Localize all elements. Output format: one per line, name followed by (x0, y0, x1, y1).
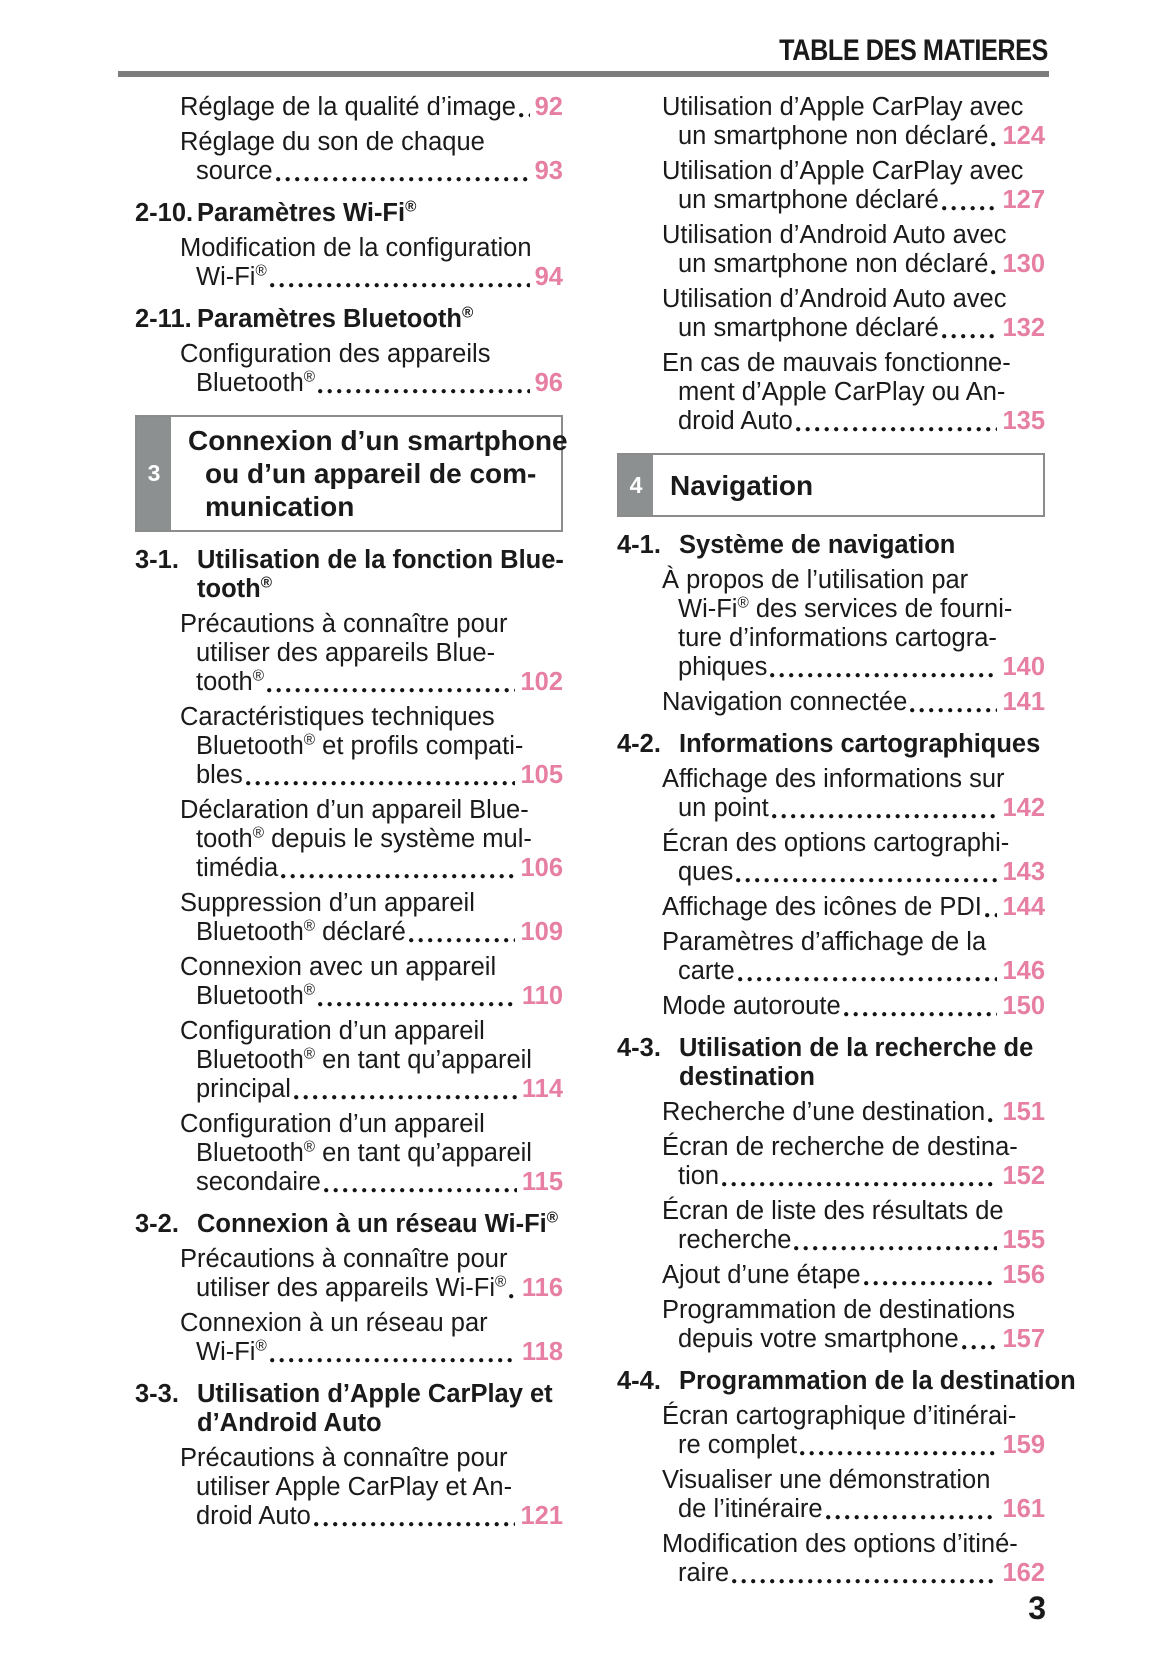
toc-entry-line (180, 761, 563, 790)
toc-entry-line: Utilisation d’Apple CarPlay avec (662, 157, 1024, 185)
toc-entry-text: timédia (196, 854, 279, 882)
toc-entry-page-number: 146 (1002, 957, 1045, 985)
toc-section-header (617, 1367, 1076, 1396)
registered-trademark-symbol: ® (303, 917, 316, 935)
registered-trademark-symbol: ® (303, 981, 316, 999)
toc-entry (135, 93, 563, 122)
chapter-title (656, 455, 1043, 515)
toc-entry (135, 1245, 563, 1303)
toc-entry-line: Configuration d’un appareil (180, 1017, 485, 1045)
toc-entry (617, 349, 1045, 436)
toc-entry-line: Configuration d’un appareil (180, 1110, 485, 1138)
toc-entry-text: un smartphone non déclaré (678, 250, 989, 278)
registered-trademark-symbol: ® (252, 667, 264, 685)
toc-entry-page-number: 159 (1002, 1431, 1045, 1459)
toc-entry-line (180, 157, 563, 186)
toc-entry-line: Modification de la configuration (180, 234, 532, 262)
section-title (197, 199, 563, 228)
section-title (679, 531, 1045, 560)
toc-entry-line: Bluetooth® en tant qu’appareil (196, 1045, 532, 1074)
registered-trademark-symbol: ® (546, 1209, 559, 1227)
toc-entry-text: carte (678, 957, 735, 985)
toc-entry-line: Affichage des informations sur (662, 765, 1005, 793)
toc-entry (135, 1444, 563, 1531)
toc-entry-line (180, 1075, 563, 1104)
toc-entry (135, 1017, 563, 1104)
toc-entry (617, 992, 1045, 1021)
toc-entry-line (662, 122, 1045, 151)
section-title (679, 1367, 1076, 1396)
toc-entry-page-number: 115 (521, 1168, 563, 1196)
section-number: 4-4. (617, 1367, 661, 1395)
toc-entry-text: un smartphone déclaré (678, 186, 939, 214)
section-title-line: tooth® (197, 574, 272, 603)
toc-entry-page-number: 132 (1002, 314, 1045, 342)
toc-entry-text: un point (678, 794, 769, 822)
toc-entry-line: Utilisation d’Android Auto avec (662, 221, 1007, 249)
toc-entry-text: un smartphone déclaré (678, 314, 939, 342)
toc-entry (617, 1261, 1045, 1290)
toc-entry-page-number: 116 (521, 1274, 563, 1302)
toc-entry-text: bles (196, 761, 243, 789)
dot-leader (959, 1325, 1003, 1354)
toc-entry-line (662, 653, 1045, 682)
toc-entry-text: ques (678, 858, 734, 886)
toc-entry-text: source (196, 157, 273, 185)
toc-entry-line: Écran cartographique d’itinérai- (662, 1402, 1017, 1430)
dot-leader (733, 858, 1002, 887)
toc-entry-page-number: 157 (1002, 1325, 1045, 1353)
toc-section-header (617, 730, 1045, 759)
toc-entry (135, 1309, 563, 1367)
toc-entry-line: Écran de recherche de destina- (662, 1133, 1018, 1161)
toc-entry-line: ment d’Apple CarPlay ou An- (678, 378, 1006, 406)
toc-entry-page-number: 143 (1002, 858, 1045, 886)
dot-leader (291, 1075, 522, 1104)
dot-leader (267, 263, 535, 292)
toc-entry-text: un smartphone non déclaré (678, 122, 989, 150)
toc-entry-text: Bluetooth® déclaré (196, 917, 406, 946)
toc-entry-line (180, 1338, 563, 1367)
dot-leader (278, 854, 520, 883)
toc-entry-text: principal (196, 1075, 291, 1103)
toc-entry-line: Précautions à connaître pour (180, 1444, 508, 1472)
toc-entry (617, 157, 1045, 215)
section-title-line: Utilisation de la recherche de (679, 1034, 1034, 1062)
toc-right-column (617, 93, 1076, 1594)
toc-entry-line (180, 854, 563, 883)
toc-entry-text: Recherche d’une destination (662, 1098, 986, 1126)
section-title (197, 546, 564, 604)
toc-section-header (135, 1380, 563, 1438)
toc-entry (135, 889, 563, 947)
section-number: 4-2. (617, 730, 661, 758)
dot-leader (315, 369, 535, 398)
toc-entry-page-number: 140 (1002, 653, 1045, 681)
toc-entry-text: Wi-Fi® (196, 262, 267, 291)
section-title-line: Utilisation d’Apple CarPlay et (197, 1380, 553, 1408)
toc-entry (617, 1133, 1045, 1191)
toc-entry-line: Modification des options d’itiné- (662, 1530, 1018, 1558)
toc-section-header (135, 546, 563, 604)
toc-entry-text: raire (678, 1559, 730, 1587)
toc-entry-line (662, 858, 1045, 887)
toc-entry-line: Bluetooth® et profils compati- (196, 731, 524, 760)
dot-leader (939, 314, 1003, 343)
toc-entry-page-number: 110 (521, 982, 563, 1010)
toc-entry-line: Wi-Fi® des services de fourni- (678, 594, 1013, 623)
dot-leader (797, 1431, 1002, 1460)
toc-entry-page-number: 156 (1002, 1261, 1045, 1289)
toc-entry-text: Navigation connectée (662, 688, 908, 716)
toc-entry-page-number: 124 (1002, 122, 1045, 150)
toc-entry-page-number: 118 (521, 1338, 563, 1366)
registered-trademark-symbol: ® (260, 574, 272, 592)
toc-entry-line (180, 93, 563, 122)
toc-entry-line: Précautions à connaître pour (180, 610, 508, 638)
toc-entry-line: Caractéristiques techniques (180, 703, 495, 731)
toc-entry-line (662, 957, 1045, 986)
toc-entry-line (662, 1226, 1045, 1255)
dot-leader (729, 1559, 1002, 1588)
toc-entry-line (662, 1098, 1045, 1127)
toc-entry-page-number: 130 (1002, 250, 1045, 278)
registered-trademark-symbol: ® (255, 1337, 267, 1355)
dot-leader (516, 93, 535, 122)
toc-entry (617, 1402, 1045, 1460)
toc-entry-page-number: 93 (534, 157, 563, 185)
toc-entry-line: Utilisation d’Android Auto avec (662, 285, 1007, 313)
toc-entry-line (662, 250, 1045, 279)
toc-entry-page-number: 92 (534, 93, 563, 121)
toc-left-column (135, 93, 568, 1594)
toc-entry-text: droid Auto (196, 1502, 311, 1530)
dot-leader (719, 1162, 1002, 1191)
toc-entry-line (662, 186, 1045, 215)
toc-entry-text: Réglage de la qualité d’image (180, 93, 516, 121)
section-title-line: d’Android Auto (197, 1409, 382, 1437)
toc-section-header (617, 531, 1045, 560)
chapter-title-line: ou d’un appareil de com- (205, 458, 537, 489)
section-title (679, 730, 1045, 759)
toc-entry-line: À propos de l’utilisation par (662, 566, 969, 594)
toc-entry-line: Visualiser une démonstration (662, 1466, 991, 1494)
registered-trademark-symbol: ® (303, 1045, 316, 1063)
toc-entry-line (180, 982, 563, 1011)
toc-entry-page-number: 152 (1002, 1162, 1045, 1190)
toc-entry-text: re complet (678, 1431, 798, 1459)
dot-leader (988, 250, 1002, 279)
dot-leader (273, 157, 535, 186)
toc-entry-page-number: 106 (520, 854, 563, 882)
toc-entry (617, 221, 1045, 279)
section-title (197, 1210, 563, 1239)
chapter-title (174, 417, 572, 530)
registered-trademark-symbol: ® (303, 1138, 316, 1156)
toc-chapter-box (617, 453, 1045, 517)
toc-entry (135, 234, 563, 292)
toc-entry (617, 566, 1045, 682)
toc-section-header (135, 1210, 563, 1239)
toc-entry-line (180, 918, 563, 947)
chapter-title-line: munication (205, 491, 355, 522)
section-number: 3-3. (135, 1380, 179, 1408)
toc-entry (617, 829, 1045, 887)
toc-entry-line: Précautions à connaître pour (180, 1245, 508, 1273)
toc-entry-page-number: 94 (534, 263, 563, 291)
toc-entry-line: En cas de mauvais fonctionne- (662, 349, 1011, 377)
toc-entry-line: Connexion avec un appareil (180, 953, 497, 981)
toc-entry-text: tion (678, 1162, 720, 1190)
toc-entry-line (662, 407, 1045, 436)
toc-section-header (617, 1034, 1045, 1092)
dot-leader (791, 1226, 1002, 1255)
registered-trademark-symbol: ® (495, 1273, 507, 1291)
section-number: 4-3. (617, 1034, 661, 1062)
toc-entry-page-number: 114 (521, 1075, 563, 1103)
section-title (197, 305, 563, 334)
toc-entry (617, 928, 1045, 986)
chapter-number-tab: 3 (137, 417, 174, 530)
toc-entry-page-number: 96 (534, 369, 563, 397)
registered-trademark-symbol: ® (462, 304, 474, 322)
section-title-line: Utilisation de la fonction Blue- (197, 546, 564, 574)
toc-entry-line: ture d’informations cartogra- (678, 624, 997, 652)
toc-entry-page-number: 161 (1002, 1495, 1045, 1523)
dot-leader (406, 918, 521, 947)
dot-leader (735, 957, 1003, 986)
section-number: 3-2. (135, 1210, 179, 1238)
header-divider-rule (118, 71, 1049, 77)
toc-entry-line (662, 1431, 1045, 1460)
toc-columns (135, 93, 1076, 1594)
toc-entry-text: secondaire (196, 1168, 321, 1196)
dot-leader (841, 992, 1003, 1021)
toc-entry (617, 1466, 1045, 1524)
dot-leader (267, 1338, 522, 1367)
toc-entry-text: Bluetooth® (196, 368, 316, 397)
toc-entry (617, 1098, 1045, 1127)
dot-leader (793, 407, 1003, 436)
registered-trademark-symbol: ® (303, 368, 316, 386)
toc-entry-line: Écran des options cartographi- (662, 829, 1010, 857)
dot-leader (243, 761, 521, 790)
toc-entry-page-number: 155 (1002, 1226, 1045, 1254)
dot-leader (823, 1495, 1003, 1524)
toc-chapter-box (135, 415, 568, 532)
toc-entry (617, 893, 1045, 922)
toc-entry-text: Wi-Fi® (196, 1337, 267, 1366)
registered-trademark-symbol: ® (255, 262, 267, 280)
toc-entry-line (180, 369, 563, 398)
toc-entry-line (662, 1325, 1045, 1354)
toc-entry (135, 340, 563, 398)
toc-entry-line: Connexion à un réseau par (180, 1309, 488, 1337)
toc-entry-text: Bluetooth® (196, 981, 316, 1010)
toc-entry-line (662, 1559, 1045, 1588)
section-number: 3-1. (135, 546, 179, 574)
toc-entry (135, 796, 563, 883)
toc-entry-page-number: 109 (520, 918, 563, 946)
dot-leader (769, 794, 1003, 823)
toc-entry-line (180, 1274, 563, 1303)
dot-leader (907, 688, 1002, 717)
toc-entry-text: de l’itinéraire (678, 1495, 823, 1523)
toc-entry-line (180, 668, 563, 697)
registered-trademark-symbol: ® (252, 824, 264, 842)
chapter-title-line: Connexion d’un smartphone (188, 425, 568, 456)
toc-entry-line (662, 1495, 1045, 1524)
toc-entry-line: utiliser Apple CarPlay et An- (196, 1473, 513, 1501)
section-title-line: Programmation de la destination (679, 1367, 1076, 1395)
section-number: 2-10. (135, 199, 194, 227)
toc-entry-line (662, 688, 1045, 717)
section-title-line: destination (679, 1063, 816, 1091)
dot-leader (506, 1274, 522, 1303)
chapter-title-line: Navigation (670, 469, 814, 501)
toc-entry-text: depuis votre smartphone (678, 1325, 959, 1353)
toc-entry (617, 1530, 1045, 1588)
toc-entry-line: Déclaration d’un appareil Blue- (180, 796, 529, 824)
section-title-line: Paramètres Bluetooth® (197, 304, 474, 333)
toc-entry-page-number: 127 (1002, 186, 1045, 214)
toc-entry-page-number: 135 (1002, 407, 1045, 435)
toc-entry-line: Réglage du son de chaque (180, 128, 485, 156)
toc-entry (135, 953, 563, 1011)
toc-section-header (135, 305, 563, 334)
toc-section-header (135, 199, 563, 228)
toc-entry-line (662, 794, 1045, 823)
toc-entry (135, 128, 563, 186)
dot-leader (939, 186, 1003, 215)
toc-entry-line (662, 992, 1045, 1021)
toc-entry-line: Paramètres d’affichage de la (662, 928, 987, 956)
page-number: 3 (1028, 1590, 1046, 1626)
dot-leader (321, 1168, 522, 1197)
dot-leader (988, 122, 1002, 151)
toc-entry-line (662, 1162, 1045, 1191)
chapter-number-tab: 4 (619, 455, 656, 515)
toc-entry-line: Programmation de destinations (662, 1296, 1015, 1324)
dot-leader (311, 1502, 521, 1531)
section-title-line: Paramètres Wi-Fi® (197, 198, 417, 227)
toc-entry (135, 610, 563, 697)
toc-entry-line (180, 1168, 563, 1197)
section-title-line: Informations cartographiques (679, 730, 1041, 758)
toc-entry-text: tooth® (196, 667, 264, 696)
registered-trademark-symbol: ® (737, 594, 749, 612)
dot-leader (982, 893, 1003, 922)
section-title (197, 1380, 563, 1438)
section-title-line: Connexion à un réseau Wi-Fi® (197, 1209, 559, 1238)
dot-leader (767, 653, 1002, 682)
toc-entry-text: Affichage des icônes de PDI (662, 893, 982, 921)
dot-leader (315, 982, 522, 1011)
section-number: 2-11. (135, 305, 192, 333)
toc-entry-page-number: 102 (520, 668, 563, 696)
toc-entry-page-number: 151 (1002, 1098, 1045, 1126)
toc-entry (617, 285, 1045, 343)
toc-entry-line (180, 263, 563, 292)
toc-entry-line: tooth® depuis le système mul- (196, 824, 532, 853)
toc-entry-page-number: 141 (1002, 688, 1045, 716)
toc-entry-line: Suppression d’un appareil (180, 889, 475, 917)
toc-entry (617, 93, 1045, 151)
toc-entry (617, 765, 1045, 823)
toc-entry-line (662, 314, 1045, 343)
toc-entry-line (662, 1261, 1045, 1290)
dot-leader (985, 1098, 1002, 1127)
toc-entry-page-number: 144 (1002, 893, 1045, 921)
toc-entry-line: Écran de liste des résultats de (662, 1197, 1004, 1225)
toc-entry (135, 1110, 563, 1197)
toc-entry-line: Utilisation d’Apple CarPlay avec (662, 93, 1024, 121)
registered-trademark-symbol: ® (303, 731, 316, 749)
page-title: TABLE DES MATIERES (779, 34, 1048, 67)
toc-entry-line (180, 1502, 563, 1531)
toc-entry-line: utiliser des appareils Blue- (196, 639, 496, 667)
section-title (679, 1034, 1045, 1092)
toc-entry-page-number: 121 (520, 1502, 563, 1530)
toc-entry-text: droid Auto (678, 407, 793, 435)
dot-leader (264, 668, 520, 697)
toc-entry-page-number: 105 (520, 761, 563, 789)
toc-entry (617, 1197, 1045, 1255)
toc-entry-text: Mode autoroute (662, 992, 841, 1020)
toc-entry-page-number: 142 (1002, 794, 1045, 822)
toc-entry-text: recherche (678, 1226, 792, 1254)
toc-entry-page-number: 162 (1002, 1559, 1045, 1587)
section-number: 4-1. (617, 531, 661, 559)
section-title-line: Système de navigation (679, 531, 956, 559)
toc-entry-line: Configuration des appareils (180, 340, 491, 368)
dot-leader (861, 1261, 1003, 1290)
toc-entry-text: utiliser des appareils Wi-Fi® (196, 1273, 507, 1302)
toc-entry-text: phiques (678, 653, 768, 681)
toc-entry (135, 703, 563, 790)
toc-entry-line: Bluetooth® en tant qu’appareil (196, 1138, 532, 1167)
toc-entry-page-number: 150 (1002, 992, 1045, 1020)
registered-trademark-symbol: ® (405, 198, 417, 216)
toc-entry-text: Ajout d’une étape (662, 1261, 861, 1289)
toc-entry (617, 688, 1045, 717)
toc-entry (617, 1296, 1045, 1354)
toc-entry-line (662, 893, 1045, 922)
